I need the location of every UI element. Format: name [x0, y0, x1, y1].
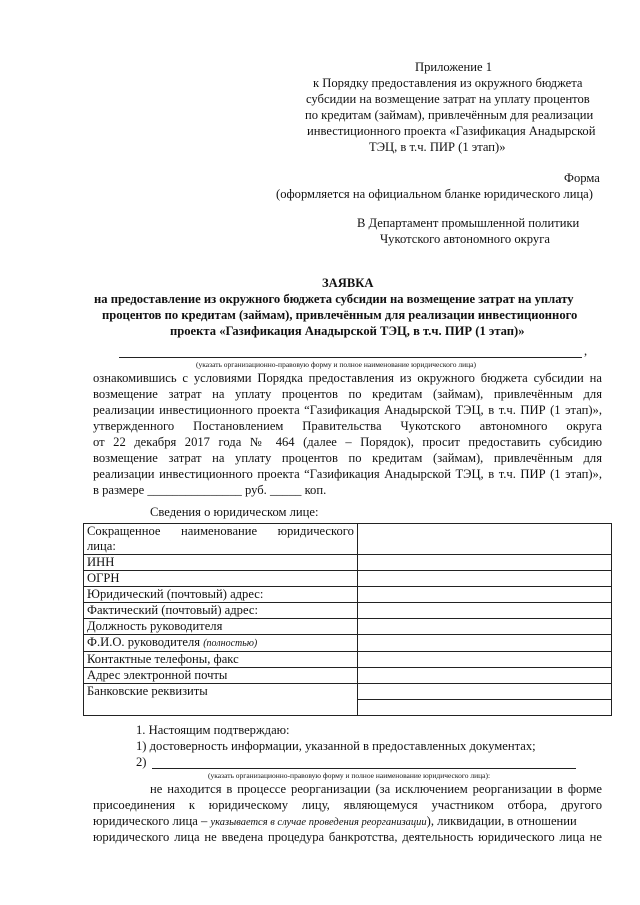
table-cell-value[interactable] — [357, 524, 611, 555]
table-cell-label — [84, 652, 358, 668]
bank-subrow[interactable] — [358, 684, 611, 699]
row-label: ИНН — [87, 555, 115, 569]
confirm-heading: 1. Настоящим подтверждаю: — [136, 723, 290, 737]
document-title: ЗАЯВКА — [322, 276, 374, 290]
table-cell-value[interactable] — [357, 555, 611, 571]
confirm-item: 1) достоверность информации, указанной в предоставленных документах; — [136, 739, 536, 753]
row-label: Фактический (почтовый) адрес: — [87, 603, 258, 617]
form-note: (оформляется на официальном бланке юридического лица) — [276, 187, 593, 201]
table-cell-label — [84, 555, 358, 571]
table-cell-value[interactable] — [357, 603, 611, 619]
bank-subrow[interactable] — [358, 699, 611, 715]
title-subline: на предоставление из окружного бюджета субсидии на возмещение затрат на уплату — [94, 292, 574, 306]
legal-entity-table — [83, 523, 612, 716]
organization-name-field[interactable] — [152, 768, 576, 769]
organization-hint: (указать организационно-правовую форму и полное наименование юридического лица): — [208, 771, 491, 780]
table-cell-label — [84, 524, 358, 555]
addressee: Чукотского автономного округа — [380, 232, 550, 246]
table-cell-label — [84, 603, 358, 619]
body-line: возмещение затрат на уплату процентов по кредитам (займам), привлечённым для — [93, 387, 602, 401]
confirm-paragraph-line — [93, 814, 602, 831]
table-cell-value[interactable] — [357, 652, 611, 668]
row-label: Банковские реквизиты — [87, 684, 208, 698]
row-label: Контактные телефоны, факс — [87, 652, 239, 666]
table-row — [84, 635, 612, 652]
applicant-hint: (указать организационно-правовую форму и полное наименование юридического лица) — [196, 360, 477, 369]
row-label: лица: — [87, 539, 116, 553]
addressee: В Департамент промышленной политики — [357, 216, 580, 230]
confirm-paragraph-line: присоединения к юридическому лицу, являющемуся участником отбора, другого — [93, 798, 602, 812]
applicant-comma: , — [584, 344, 588, 358]
table-row — [84, 619, 612, 635]
amount-line[interactable]: в размере _______________ руб. _____ коп. — [93, 483, 327, 497]
appendix-title: Приложение 1 — [415, 60, 493, 74]
body-line: возмещение затрат на уплату процентов по кредитам (займам), привлечённым для — [93, 451, 602, 465]
table-cell-value[interactable] — [357, 684, 611, 716]
row-label: Сокращенное наименование юридического — [87, 524, 354, 538]
table-cell-label — [84, 619, 358, 635]
row-label: Юридический (почтовый) адрес: — [87, 587, 264, 601]
body-line: от 22 декабря 2017 года № 464 (далее – Порядок), просит предоставить субсидию — [93, 435, 602, 449]
body-line: утвержденного Постановлением Правительства Чукотского автономного округа — [93, 419, 602, 433]
appendix-line: инвестиционного проекта «Газификация Анадырской — [307, 124, 596, 138]
form-label: Форма — [564, 171, 600, 185]
row-note: (полностью) — [203, 638, 258, 649]
table-cell-value[interactable] — [357, 635, 611, 652]
body-line: ознакомившись с условиями Порядка предоставления из окружного бюджета субсидии на — [93, 371, 602, 385]
applicant-name-field[interactable] — [119, 357, 582, 358]
table-cell-value[interactable] — [357, 571, 611, 587]
table-row — [84, 603, 612, 619]
table-cell-label — [84, 571, 358, 587]
table-cell-label — [84, 587, 358, 603]
table-row — [84, 571, 612, 587]
appendix-line: по кредитам (займам), привлечённым для реализации — [305, 108, 594, 122]
title-subline: процентов по кредитам (займам), привлечённым для реализации инвестиционного — [102, 308, 578, 322]
confirm-text: ), ликвидации, в отношении — [426, 814, 577, 828]
table-cell-value[interactable] — [357, 619, 611, 635]
row-label: Ф.И.О. руководителя — [87, 635, 201, 649]
row-label: Адрес электронной почты — [87, 668, 228, 682]
row-label: ОГРН — [87, 571, 120, 585]
body-line: реализации инвестиционного проекта “Газификация Анадырской ТЭЦ, в т.ч. ПИР (1 этап)», — [93, 403, 602, 417]
table-row — [84, 684, 612, 716]
confirm-paragraph-line: юридического лица не введена процедура банкротства, деятельность юридического лица не — [93, 830, 602, 844]
confirm-text: юридического лица – — [93, 814, 211, 828]
table-cell-value[interactable] — [357, 587, 611, 603]
table-cell-value[interactable] — [357, 668, 611, 684]
appendix-line: к Порядку предоставления из окружного бюджета — [313, 76, 583, 90]
info-heading: Сведения о юридическом лице: — [150, 505, 319, 519]
appendix-line: субсидии на возмещение затрат на уплату процентов — [306, 92, 590, 106]
row-label: Должность руководителя — [87, 619, 223, 633]
confirm-paragraph-line: не находится в процессе реорганизации (за исключением реорганизации в форме — [150, 782, 602, 796]
body-line: реализации инвестиционного проекта “Газификация Анадырской ТЭЦ, в т.ч. ПИР (1 этап)», — [93, 467, 602, 481]
title-subline: проекта «Газификация Анадырской ТЭЦ, в т.ч. ПИР (1 этап)» — [170, 324, 525, 338]
table-row — [84, 668, 612, 684]
table-cell-label — [84, 635, 358, 652]
table-row — [84, 524, 612, 555]
table-row — [84, 587, 612, 603]
confirm-item-number: 2) — [136, 755, 147, 769]
table-cell-label — [84, 668, 358, 684]
reorganization-note: указывается в случае проведения реорганизации — [210, 817, 427, 828]
table-row — [84, 652, 612, 668]
table-row — [84, 555, 612, 571]
table-cell-label — [84, 684, 358, 716]
appendix-line: ТЭЦ, в т.ч. ПИР (1 этап)» — [369, 140, 506, 154]
